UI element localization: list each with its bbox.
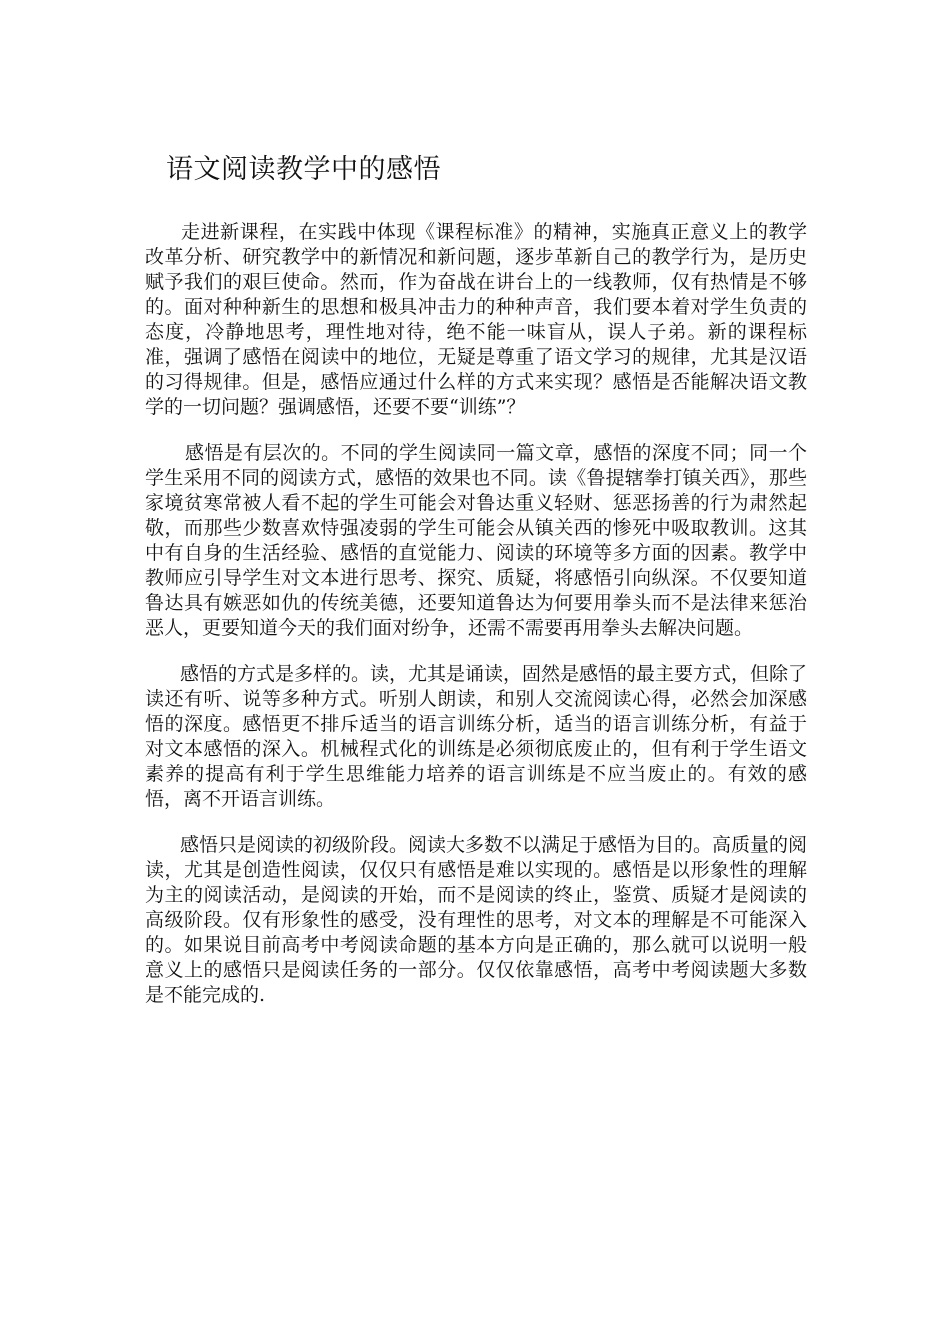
- paragraph-3: 感悟的方式是多样的。读，尤其是诵读，固然是感悟的最主要方式，但除了读还有听、说等多种方式。听别人朗读，和别人交流阅读心得，必然会加深感悟的深度。感悟更不排斥适当的语言训练分析，适当的语言训练分析，有益于对文本感悟的深入。机械程式化的训练是必须彻底废止的，但有利于学生语文素养的提高有利于学生思维能力培养的语言训练是不应当废止的。有效的感悟，离不开语言训练。: [145, 663, 808, 810]
- document-body: [145, 220, 807, 1029]
- document-title: 语文阅读教学中的感悟: [166, 154, 441, 185]
- paragraph-1: 走进新课程，在实践中体现《课程标准》的精神，实施真正意义上的教学改革分析、研究教学中的新情况和新问题，逐步革新自己的教学行为，是历史赋予我们的艰巨使命。然而，作为奋战在讲台上的一线教师，仅有热情是不够的。面对种种新生的思想和极具冲击力的种种声音，我们要本着对学生负责的态度，冷静地思考，理性地对待，绝不能一味盲从，误人子弟。新的课程标准，强调了感悟在阅读中的地位，无疑是尊重了语文学习的规律，尤其是汉语的习得规律。但是，感悟应通过什么样的方式来实现？感悟是否能解决语文教学的一切问题？强调感悟，还要不要“训练”？: [145, 221, 807, 418]
- paragraph-4: 感悟只是阅读的初级阶段。阅读大多数不以满足于感悟为目的。高质量的阅读，尤其是创造性阅读，仅仅只有感悟是难以实现的。感悟是以形象性的理解为主的阅读活动，是阅读的开始，而不是阅读的终止，鉴赏、质疑才是阅读的高级阶段。仅有形象性的感受，没有理性的思考，对文本的理解是不可能深入的。如果说目前高考中考阅读命题的基本方向是正确的，那么就可以说明一般意义上的感悟只是阅读任务的一部分。仅仅依靠感悟，高考中考阅读题大多数是不能完成的.: [145, 834, 808, 1006]
- paragraph-2: 感悟是有层次的。不同的学生阅读同一篇文章，感悟的深度不同；同一个学生采用不同的阅读方式，感悟的效果也不同。读《鲁提辖拳打镇关西》，那些家境贫寒常被人看不起的学生可能会对鲁达重义轻财、惩恶扬善的行为肃然起敬，而那些少数喜欢恃强凌弱的学生可能会从镇关西的惨死中吸取教训。这其中有自身的生活经验、感悟的直觉能力、阅读的环境等多方面的因素。教学中教师应引导学生对文本进行思考、探究、质疑，将感悟引向纵深。不仅要知道鲁达具有嫉恶如仇的传统美德，还要知道鲁达为何要用拳头而不是法律来惩治恶人，更要知道今天的我们面对纷争，还需不需要再用拳头去解决问题。: [145, 442, 807, 639]
